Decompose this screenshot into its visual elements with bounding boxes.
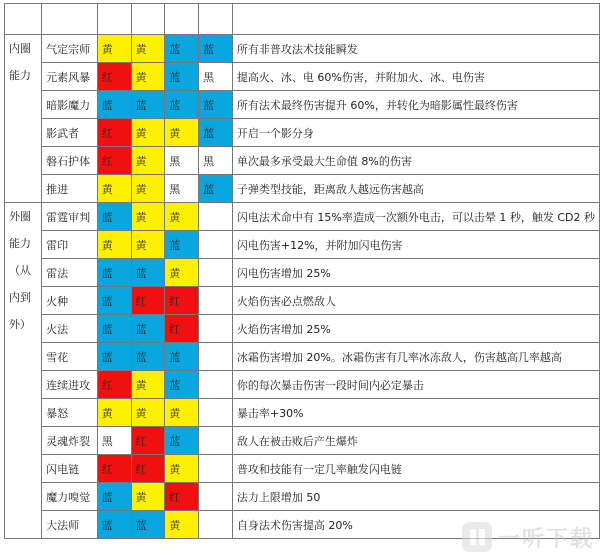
color-slot: 黄 bbox=[131, 231, 165, 259]
skill-description: 火焰伤害必点燃敌人 bbox=[232, 287, 599, 315]
color-slot: 蓝 bbox=[165, 91, 199, 119]
table-row bbox=[5, 147, 600, 175]
skill-name: 魔力嗅觉 bbox=[42, 483, 98, 511]
skill-description: 闪电法术命中有 15%率造成一次额外电击，可以击晕 1 秒，触发 CD2 秒 bbox=[232, 203, 599, 231]
skill-name: 暴怒 bbox=[42, 399, 98, 427]
skill-name: 元素风暴 bbox=[42, 63, 98, 91]
table-row bbox=[5, 175, 600, 203]
skill-description: 所有法术最终伤害提升 60%，并转化为暗影属性最终伤害 bbox=[232, 91, 599, 119]
color-slot: 黄 bbox=[97, 175, 131, 203]
empty-slot bbox=[199, 203, 233, 231]
color-slot: 蓝 bbox=[97, 343, 131, 371]
table-header-row bbox=[5, 4, 600, 35]
color-slot: 蓝 bbox=[165, 343, 199, 371]
empty-slot bbox=[199, 399, 233, 427]
skill-name: 雷霆审判 bbox=[42, 203, 98, 231]
color-slot: 蓝 bbox=[165, 427, 199, 455]
color-slot: 红 bbox=[97, 147, 131, 175]
color-slot: 黑 bbox=[97, 427, 131, 455]
header-cell bbox=[165, 4, 199, 35]
group-label: 外圈能力（从内到外） bbox=[5, 203, 42, 539]
color-slot: 红 bbox=[97, 63, 131, 91]
skill-description: 闪电伤害增加 25% bbox=[232, 259, 599, 287]
skill-name: 灵魂炸裂 bbox=[42, 427, 98, 455]
header-cell bbox=[42, 4, 98, 35]
skill-description: 开启一个影分身 bbox=[232, 119, 599, 147]
color-slot: 蓝 bbox=[165, 63, 199, 91]
skill-name: 暗影魔力 bbox=[42, 91, 98, 119]
color-slot: 黄 bbox=[131, 35, 165, 63]
skill-description: 冰霜伤害增加 20%。冰霜伤害有几率冰冻敌人，伤害越高几率越高 bbox=[232, 343, 599, 371]
color-slot: 蓝 bbox=[131, 259, 165, 287]
color-slot: 蓝 bbox=[131, 343, 165, 371]
skill-name: 雪花 bbox=[42, 343, 98, 371]
color-slot: 黄 bbox=[97, 399, 131, 427]
skill-description: 子弹类型技能，距离敌人越远伤害越高 bbox=[232, 175, 599, 203]
table-row bbox=[5, 63, 600, 91]
color-slot: 黄 bbox=[165, 455, 199, 483]
color-slot: 蓝 bbox=[165, 35, 199, 63]
skill-description: 自身法术伤害提高 20% bbox=[232, 511, 599, 539]
color-slot: 红 bbox=[97, 455, 131, 483]
table-row bbox=[5, 259, 600, 287]
color-slot: 黄 bbox=[165, 203, 199, 231]
empty-slot bbox=[199, 455, 233, 483]
skill-name: 连续进攻 bbox=[42, 371, 98, 399]
empty-slot bbox=[199, 343, 233, 371]
table-row bbox=[5, 119, 600, 147]
watermark-logo-icon bbox=[462, 522, 492, 552]
color-slot: 蓝 bbox=[97, 483, 131, 511]
skill-name: 大法师 bbox=[42, 511, 98, 539]
header-cell bbox=[232, 4, 599, 35]
table-row bbox=[5, 371, 600, 399]
empty-slot bbox=[199, 483, 233, 511]
skill-description: 单次最多承受最大生命值 8%的伤害 bbox=[232, 147, 599, 175]
color-slot: 黄 bbox=[131, 63, 165, 91]
group-label: 内圈能力 bbox=[5, 35, 42, 203]
table-row bbox=[5, 343, 600, 371]
empty-slot bbox=[199, 259, 233, 287]
color-slot: 蓝 bbox=[131, 511, 165, 539]
skill-name: 推进 bbox=[42, 175, 98, 203]
skill-description: 闪电伤害+12%，并附加闪电伤害 bbox=[232, 231, 599, 259]
empty-slot bbox=[199, 287, 233, 315]
color-slot: 黄 bbox=[131, 399, 165, 427]
header-cell bbox=[199, 4, 233, 35]
color-slot: 黄 bbox=[131, 175, 165, 203]
skill-name: 雷法 bbox=[42, 259, 98, 287]
color-slot: 黑 bbox=[165, 147, 199, 175]
color-slot: 蓝 bbox=[131, 91, 165, 119]
table-row bbox=[5, 315, 600, 343]
skill-description: 所有非普攻法术技能瞬发 bbox=[232, 35, 599, 63]
table-row bbox=[5, 203, 600, 231]
color-slot: 蓝 bbox=[199, 175, 233, 203]
color-slot: 黄 bbox=[165, 511, 199, 539]
skill-description: 你的每次暴击伤害一段时间内必定暴击 bbox=[232, 371, 599, 399]
color-slot: 红 bbox=[131, 427, 165, 455]
color-slot: 蓝 bbox=[165, 231, 199, 259]
header-cell bbox=[5, 4, 42, 35]
skill-description: 敌人在被击败后产生爆炸 bbox=[232, 427, 599, 455]
empty-slot bbox=[199, 371, 233, 399]
color-slot: 黄 bbox=[131, 147, 165, 175]
color-slot: 红 bbox=[165, 287, 199, 315]
color-slot: 红 bbox=[165, 315, 199, 343]
empty-slot bbox=[199, 231, 233, 259]
empty-slot bbox=[199, 315, 233, 343]
color-slot: 黄 bbox=[165, 119, 199, 147]
color-slot: 蓝 bbox=[97, 203, 131, 231]
color-slot: 黄 bbox=[97, 231, 131, 259]
table-row bbox=[5, 35, 600, 63]
table-row bbox=[5, 91, 600, 119]
skill-description: 火焰伤害增加 25% bbox=[232, 315, 599, 343]
color-slot: 蓝 bbox=[165, 371, 199, 399]
color-slot: 蓝 bbox=[199, 35, 233, 63]
color-slot: 蓝 bbox=[199, 119, 233, 147]
color-slot: 红 bbox=[165, 483, 199, 511]
color-slot: 蓝 bbox=[97, 91, 131, 119]
color-slot: 蓝 bbox=[97, 259, 131, 287]
color-slot: 黑 bbox=[199, 147, 233, 175]
color-slot: 蓝 bbox=[97, 511, 131, 539]
skill-name: 气定宗师 bbox=[42, 35, 98, 63]
color-slot: 蓝 bbox=[199, 91, 233, 119]
color-slot: 黄 bbox=[131, 483, 165, 511]
skill-name: 闪电链 bbox=[42, 455, 98, 483]
table-row bbox=[5, 231, 600, 259]
watermark-text: 一听下载 bbox=[497, 526, 594, 552]
color-slot: 红 bbox=[131, 455, 165, 483]
header-cell bbox=[97, 4, 131, 35]
skill-name: 火种 bbox=[42, 287, 98, 315]
header-cell bbox=[131, 4, 165, 35]
color-slot: 红 bbox=[97, 371, 131, 399]
skill-table bbox=[4, 3, 600, 539]
empty-slot bbox=[199, 511, 233, 539]
skill-description: 提高火、冰、电 60%伤害，并附加火、冰、电伤害 bbox=[232, 63, 599, 91]
skill-description: 暴击率+30% bbox=[232, 399, 599, 427]
skill-name: 雷印 bbox=[42, 231, 98, 259]
skill-name: 火法 bbox=[42, 315, 98, 343]
color-slot: 蓝 bbox=[97, 315, 131, 343]
watermark bbox=[462, 520, 594, 554]
color-slot: 黑 bbox=[165, 175, 199, 203]
skill-description: 普攻和技能有一定几率触发闪电链 bbox=[232, 455, 599, 483]
color-slot: 黑 bbox=[199, 63, 233, 91]
table-row bbox=[5, 483, 600, 511]
skill-description: 法力上限增加 50 bbox=[232, 483, 599, 511]
color-slot: 黄 bbox=[165, 259, 199, 287]
color-slot: 黄 bbox=[165, 399, 199, 427]
table-row bbox=[5, 427, 600, 455]
color-slot: 蓝 bbox=[97, 287, 131, 315]
color-slot: 黄 bbox=[131, 203, 165, 231]
table-row bbox=[5, 455, 600, 483]
color-slot: 黄 bbox=[131, 119, 165, 147]
empty-slot bbox=[199, 427, 233, 455]
color-slot: 红 bbox=[131, 287, 165, 315]
color-slot: 黄 bbox=[131, 371, 165, 399]
color-slot: 黄 bbox=[97, 35, 131, 63]
table-row bbox=[5, 399, 600, 427]
skill-name: 磐石护体 bbox=[42, 147, 98, 175]
color-slot: 红 bbox=[97, 119, 131, 147]
color-slot: 蓝 bbox=[131, 315, 165, 343]
skill-name: 影武者 bbox=[42, 119, 98, 147]
table-row bbox=[5, 287, 600, 315]
